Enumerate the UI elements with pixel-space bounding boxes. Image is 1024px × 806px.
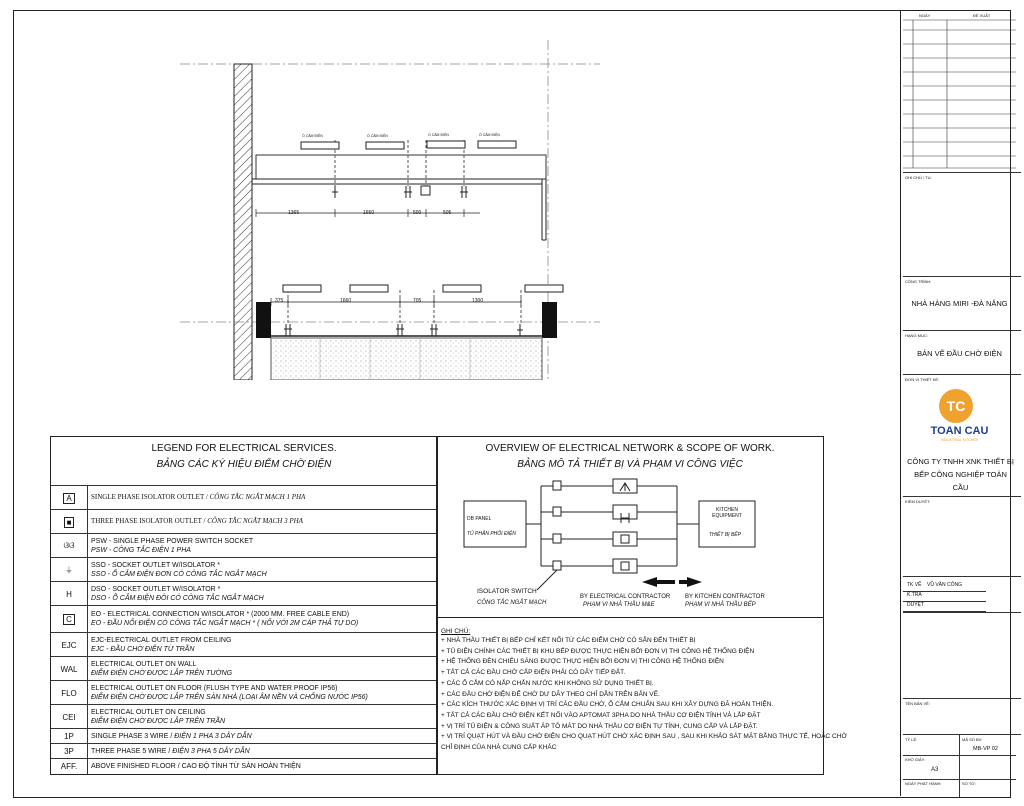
drawing-name-cell [903, 698, 1021, 735]
dim-3: 500 [413, 210, 422, 216]
dim-5: 375 [275, 298, 284, 304]
rev-head: NGÀY [919, 13, 931, 18]
legend-text: PSW - SINGLE PHASE POWER SWITCH SOCKET PSW - CÔNG TẮC ĐIỆN 1 PHA [91, 538, 254, 554]
dim-2: 1650 [363, 210, 375, 216]
item-label: HẠNG MỤC: [905, 333, 928, 338]
sign-row: DUYỆT [903, 601, 986, 612]
meta-cell [903, 734, 1021, 797]
three-phase-isolator-icon: ■ [51, 510, 88, 534]
note-line: + CÁC Ổ CẮM CÓ NẮP CHẮN NƯỚC KHI KHÔNG SỬ DỤNG THIẾT BỊ. [441, 679, 654, 687]
note-line: + TỦ ĐIỆN CHÍNH CÁC THIẾT BỊ KHU BẾP ĐƯỢC THỰC HIỆN BỞI ĐƠN VỊ THI CÔNG HỆ THỐNG ĐIỆN [441, 647, 755, 655]
legend-row [51, 656, 437, 681]
kitchen-elevation-drawing [180, 40, 600, 380]
title-block-divider [900, 10, 901, 796]
legend-row [51, 728, 437, 744]
wall-section [234, 64, 252, 380]
stamp-cell [903, 612, 1021, 699]
company-logo-icon: TC [939, 389, 973, 423]
meta-divider [903, 779, 1016, 780]
project-cell [903, 276, 1021, 331]
sign-row: TK VẼ VŨ VĂN CÔNG [903, 581, 986, 592]
note-line: + CÁC ĐẦU CHỜ ĐIỆN ĐỂ CHỜ DƯ DÂY THEO CHỈ DẪN TRÊN BẢN VẼ. [441, 690, 660, 698]
legend-row [51, 485, 437, 510]
tag-label-4: Ổ CẮM ĐIỆN [479, 133, 500, 137]
legend-text: SINGLE PHASE 3 WIRE / ĐIỆN 1 PHA 3 DÂY DẪN [91, 733, 252, 740]
note-line: + CÁC KÍCH THƯỚC XÁC ĐỊNH VỊ TRÍ CÁC ĐẦU CHỜ, Ổ CẮM CHUẨN SAU KHI XÂY DỰNG ĐÃ HOÀN THIỆN. [441, 701, 774, 709]
designer-label: ĐƠN VỊ THIẾT KẾ: [905, 377, 940, 382]
notes-list [441, 636, 848, 754]
legend-text: THREE PHASE 5 WIRE / ĐIỆN 3 PHA 5 DÂY DẪN [91, 748, 250, 755]
meta-divider [903, 755, 1016, 756]
tag-label-1: Ổ CẮM ĐIỆN [302, 134, 323, 138]
by-kitchen-label: BY KITCHEN CONTRACTOR [685, 594, 765, 600]
legend-title-en: LEGEND FOR ELECTRICAL SERVICES. [151, 443, 337, 454]
legend-text: ABOVE FINISHED FLOOR / CAO ĐỘ TÍNH TỪ SÀN HOÀN THIỆN [91, 763, 301, 770]
legend-row [51, 605, 437, 633]
item-cell [903, 330, 1021, 375]
paper-size: A3 [931, 767, 939, 773]
title-block [903, 10, 1016, 796]
note-line: + TẤT CẢ CÁC ĐẦU CHỜ ĐIỆN KẾT NỐI VÀO APTOMAT 3PHA DO NHÀ THẦU CƠ ĐIỆN TÍNH VÀ LẮP ĐẶT [441, 711, 761, 719]
right-support [542, 302, 557, 338]
legend-row [51, 758, 437, 774]
meta-divider [959, 735, 960, 797]
legend-text: EO - ELECTRICAL CONNECTION W/ISOLATOR * (2000 MM. FREE CABLE END) EO - ĐẦU NỐI ĐIỆN CÓ CÔNG TẮC NGẮT MẠCH * ( NỐI VỚI 2M CÁP THẢ TỰ DO) [91, 611, 359, 627]
note-line: CHỈ ĐỊNH CỦA NHÀ CUNG CẤP KHÁC [441, 744, 557, 752]
legend-row [51, 557, 437, 582]
legend-code: 3P [51, 744, 88, 759]
legend-title-vi: BẢNG CÁC KÝ HIỆU ĐIỂM CHỜ ĐIỆN [156, 459, 332, 470]
size-label: KHỔ GIẤY: [905, 757, 926, 762]
db-panel-vi: TỦ PHÂN PHỐI ĐIỆN [467, 531, 516, 537]
kitchen-vi: THIẾT BỊ BẾP [709, 532, 741, 538]
notes-label: GHI CHÚ / TU: [905, 175, 932, 180]
legend-text: ELECTRICAL OUTLET ON WALL ĐIỂM ĐIỆN CHỜ ĐƯỢC LẮP TRÊN TƯỜNG [91, 661, 233, 677]
dim-1: 1365 [288, 210, 300, 216]
tag-label-2: Ổ CẮM ĐIỆN [367, 134, 388, 138]
kitchen-label: KITCHEN EQUIPMENT [712, 507, 742, 519]
legend-row [51, 533, 437, 558]
note-line: + VỊ TRÍ TỦ ĐIỆN & CÔNG SUẤT ÁP TÔ MÁT DO NHÀ THẦU CƠ ĐIỆN TỰ TÍNH, CUNG CẤP VÀ LẮP ĐẶT. [441, 722, 758, 730]
brand-tag: INDUSTRIAL KITCHEN [940, 438, 978, 442]
left-support [256, 302, 271, 338]
by-elec-vi: PHẠM VI NHÀ THẦU M&E [583, 602, 655, 608]
legend-row [51, 680, 437, 705]
legend-row [51, 704, 437, 729]
date-label: NGÀY PHÁT HÀNH: [905, 781, 942, 786]
project-name: NHÀ HÀNG MIRI -ĐÀ NẴNG [911, 299, 1008, 308]
dim-7: 705 [413, 298, 422, 304]
revision-table [903, 10, 1016, 170]
isolator-vi: CÔNG TẮC NGẮT MẠCH [477, 600, 547, 606]
check-cell [903, 496, 1021, 577]
overview-panel [436, 436, 848, 775]
drawing-no: MB-VP 02 [973, 746, 998, 752]
legend-text: ELECTRICAL OUTLET ON FLOOR (FLUSH TYPE AND WATER PROOF IP56) ĐIỂM ĐIỆN CHỜ ĐƯỢC LẮP TRÊN SÀN NHÀ (LOẠI ÂM NỀN VÀ CHỐNG NƯỚC IP56) [91, 685, 368, 701]
legend-code: AFF. [51, 759, 88, 774]
scale-label: TỶ LỆ: [905, 737, 918, 742]
check-label: KIỂM DUYỆT: [905, 499, 931, 504]
sheet-label: SỐ TỜ: [962, 781, 976, 786]
company-name: CÔNG TY TNHH XNK THIẾT BỊ BẾP CÔNG NGHIỆP TOÀN CẦU [907, 457, 1014, 492]
legend-table [50, 436, 438, 775]
legend-text: SINGLE PHASE ISOLATOR OUTLET / CÔNG TẮC NGẮT MẠCH 1 PHA [91, 493, 306, 501]
notes-cell [903, 172, 1021, 277]
rev-head-2: ĐỀ XUẤT [973, 13, 991, 18]
drawing-no-label: MÃ SỐ BV: [962, 737, 983, 742]
legend-code: FLO [51, 681, 88, 705]
note-line: + NHÀ THẦU THIẾT BỊ BẾP CHỈ KẾT NỐI TỪ CÁC ĐIỂM CHỜ CÓ SẴN ĐẾN THIẾT BỊ [441, 637, 696, 644]
sign-row: K.TRA [903, 591, 986, 602]
project-label: CÔNG TRÌNH: [905, 279, 932, 284]
dim-6: 1660 [340, 298, 352, 304]
legend-text: DSO - SOCKET OUTLET W/ISOLATOR * DSO - Ổ CẮM ĐIỆN ĐÔI CÓ CÔNG TẮC NGẮT MẠCH [91, 586, 264, 602]
legend-row [51, 632, 437, 657]
double-socket-icon: H [51, 582, 88, 606]
legend-text: SSO - SOCKET OUTLET W/ISOLATOR * SSO - Ổ CẮM ĐIỆN ĐƠN CÓ CÔNG TẮC NGẮT MẠCH [91, 562, 267, 578]
overview-title-en: OVERVIEW OF ELECTRICAL NETWORK & SCOPE OF WORK. [485, 443, 775, 454]
note-line: + VỊ TRÍ QUẠT HÚT VÀ ĐẦU CHỜ ĐIỆN CHO QUẠT HÚT CHỜ XÁC ĐỊNH SAU , SAU KHI KHẢO SÁT MẶT BẰNG THỰC TẾ, HOẶC CHỜ [441, 733, 848, 741]
db-panel-label: DB PANEL [467, 516, 492, 522]
drawing-name-label: TÊN BẢN VẼ: [905, 701, 930, 706]
divider [437, 617, 823, 618]
note-line: + TẤT CẢ CÁC ĐẦU CHỜ CẤP ĐIỆN PHẢI CÓ DÂY TIẾP ĐẤT. [441, 669, 626, 677]
legend-text: EJC-ELECTRICAL OUTLET FROM CEILING EJC - ĐẦU CHỜ ĐIỆN TỪ TRẦN [91, 637, 232, 653]
legend-code: CEI [51, 705, 88, 729]
legend-row [51, 743, 437, 759]
note-line: + HỆ THỐNG ĐÈN CHIẾU SÁNG ĐƯỢC THỰC HIỆN BỞI ĐƠN VỊ THI CÔNG HỆ THỐNG ĐIỆN [441, 658, 724, 666]
isolator-label: ISOLATOR SWITCH [477, 588, 537, 595]
overview-title-vi: BẢNG MÔ TẢ THIẾT BỊ VÀ PHẠM VI CÔNG VIỆC [517, 459, 743, 470]
single-socket-icon: ⏚ [51, 558, 88, 582]
designer-cell [903, 374, 1021, 497]
brand-name: TOAN CAU [930, 425, 989, 437]
legend-code: 1P [51, 729, 88, 744]
notes-title: GHI CHÚ: [441, 628, 471, 635]
connection-icon: C [51, 606, 88, 633]
legend-code: WAL [51, 657, 88, 681]
dim-4: 505 [443, 210, 452, 216]
by-elec-label: BY ELECTRICAL CONTRACTOR [580, 594, 671, 600]
dim-8: 1300 [472, 298, 484, 304]
revision-grid [903, 10, 1016, 170]
by-kitchen-vi: PHẠM VI NHÀ THẦU BẾP [685, 602, 756, 608]
item-name: BẢN VẼ ĐẦU CHỜ ĐIỆN [917, 349, 1002, 358]
ceiling-outlet-icon: EJC [51, 633, 88, 657]
legend-text: ELECTRICAL OUTLET ON CEILING ĐIỂM ĐIỆN CHỜ ĐƯỢC LẮP TRÊN TRẦN [91, 709, 226, 725]
tag-label-3: Ổ CẮM ĐIỆN [428, 133, 449, 137]
signature-cell [903, 576, 1021, 613]
single-phase-isolator-icon: A [51, 486, 88, 510]
power-switch-icon: ଓଓ [51, 534, 88, 558]
legend-row [51, 581, 437, 606]
legend-text: THREE PHASE ISOLATOR OUTLET / CÔNG TẮC NGẮT MẠCH 3 PHA [91, 517, 303, 525]
legend-row [51, 509, 437, 534]
